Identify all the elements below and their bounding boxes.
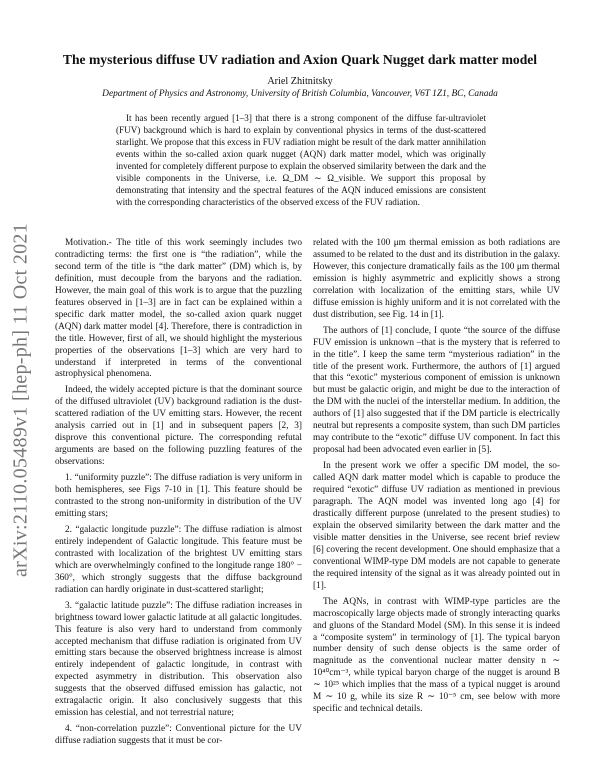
paper-title: The mysterious diffuse UV radiation and Axion Quark Nugget dark matter model [62, 52, 538, 67]
abstract: It has been recently argued [1–3] that there is a strong component of the diffuse far-ultraviolet (FUV) background which is hard to explain by conventional physics in terms of the dust-scattered starlight. We propose that this excess in FUV radiation might be result of the dark matter annihilation events within the so-called axion quark nugget (AQN) dark matter model, which was originally invented for completely different purpose to explain the observed similarity between the dark and the visible components in the Universe, i.e. Ω_DM ∼ Ω_visible. We support this proposal by demonstrating that intensity and the spectral features of the AQN induced emissions are consistent with the corresponding characteristics of the observed excess of the FUV radiation. [116, 113, 486, 208]
paragraph: 3. “galactic latitude puzzle”: The diffuse radiation increases in brightness toward lower galactic latitude at all galactic longitudes. This feature is also very hard to understand from commonly accepted mechanism that diffuse radiation is originated from UV emitting stars because the observed brightness increase is almost entirely independent of galactic longitude, in contrast with expected asymmetry in distribution. This observation also suggests that the observed diffused emission has galactic, not extragalactic origin. It also conclusively suggests that this emission has celestial, and not terrestrial nature; [55, 600, 302, 719]
paragraph: In the present work we offer a specific DM model, the so-called AQN dark matter model which is capable to produce the required “exotic” diffuse UV radiation as mentioned in previous paragraph. The AQN model was invented long ago [4] for drastically different purpose (unrelated to the present studies) to explain the observed similarity between the dark matter and the visible matter densities in the Universe, see recent brief review [6] covering the recent development. One should emphasize that a conventional WIMP-type DM models are not capable to generate the required intensity of the signal as it was already pointed out in [1]. [313, 461, 560, 591]
affiliation: Department of Physics and Astronomy, University of British Columbia, Vancouver, V6T 1Z1, BC, Canada [102, 89, 498, 99]
paragraph: The AQNs, in contrast with WIMP-type particles are the macroscopically large objects made of strongly interacting quarks and gluons of the Standard Model (SM). In this sense it is indeed a “composite system” in terminology of [1]. The typical baryon number density of such dense objects is the same order of magnitude as the conventional nuclear matter density n ∼ 10⁴⁰cm⁻³, while typical baryon charge of the nugget is around B ∼ 10²⁵ which implies that the mass of a typical nugget is around M ∼ 10 g, while its size R ∼ 10⁻⁵ cm, see below with more specific and technical details. [313, 596, 560, 715]
paragraph: 1. “uniformity puzzle”: The diffuse radiation is very uniform in both hemispheres, see Figs 7-10 in [1]. This feature should be contrasted to the strong non-uniformity in distribution of the UV emitting stars; [55, 473, 302, 519]
author: Ariel Zhitnitsky [267, 76, 333, 87]
left-column [55, 238, 302, 752]
paragraph: related with the 100 μm thermal emission as both radiations are assumed to be related to the dust and its distribution in the galaxy. However, this conjecture dramatically fails as the 100 μm thermal emission is highly asymmetric and explicitly shows a strong correlation with localization of the emitting stars, while UV diffuse emission is highly uniform and it is not correlated with the dust distribution, see Fig. 14 in [1]. [313, 238, 560, 320]
paragraph: Motivation.- The title of this work seemingly includes two contradicting terms: the first one is “the radiation”, while the second term of the title is “the dark matter” (DM) which is, by definition, must decouple from the baryons and the radiation. However, the main goal of this work is to argue that the puzzling features observed in [1–3] are in fact can be explained within a specific dark matter model, the so-called axion quark nugget (AQN) dark matter model [4]. Therefore, there is contradiction in the title. However, first of all, we should highlight the mysterious properties of the observations [1–3] which are very hard to understand if interpreted in terms of the conventional astrophysical phenomena. [55, 238, 302, 380]
paragraph: 2. “galactic longitude puzzle”: The diffuse radiation is almost entirely independent of Galactic longitude. This feature must be contrasted with localization of the brightest UV emitting stars which are overwhelmingly confined to the longitude range 180° − 360°, which strongly suggests that the diffuse background radiation can hardly originate in dust-scattered starlight; [55, 524, 302, 595]
arxiv-stamp-text: arXiv:2110.05489v1 [hep-ph] 11 Oct 2021 [9, 222, 32, 578]
paragraph: The authors of [1] conclude, I quote “the source of the diffuse FUV emission is unknown –that is the mystery that is referred to in the title”. I keep the same term “mysterious radiation” in the title of the present work. Furthermore, the authors of [1] argued that this “exotic” mysterious component of emission is unknown but must be galactic origin, and might be due to the interaction of the DM with the nuclei of the interstellar medium. In addition, the authors of [1] also suggested that if the DM particle is electrically neutral but represents a composite system, than such DM particles may contribute to the “exotic” diffuse UV component. In fact this proposal had been advocated even earlier in [5]. [313, 325, 560, 456]
paragraph: Indeed, the widely accepted picture is that the dominant source of the diffused ultraviolet (UV) background radiation is the dust-scattered radiation of the UV emitting stars. However, the recent analysis carried out in [1] and in subsequent papers [2, 3] disprove this conventional picture. The corresponding refutal arguments are based on the following puzzling features of the observations: [55, 385, 302, 468]
right-column [313, 238, 560, 720]
arxiv-stamp [8, 222, 34, 578]
paragraph: 4. “non-correlation puzzle”: Conventional picture for the UV diffuse radiation suggests that it must be cor- [55, 724, 302, 747]
